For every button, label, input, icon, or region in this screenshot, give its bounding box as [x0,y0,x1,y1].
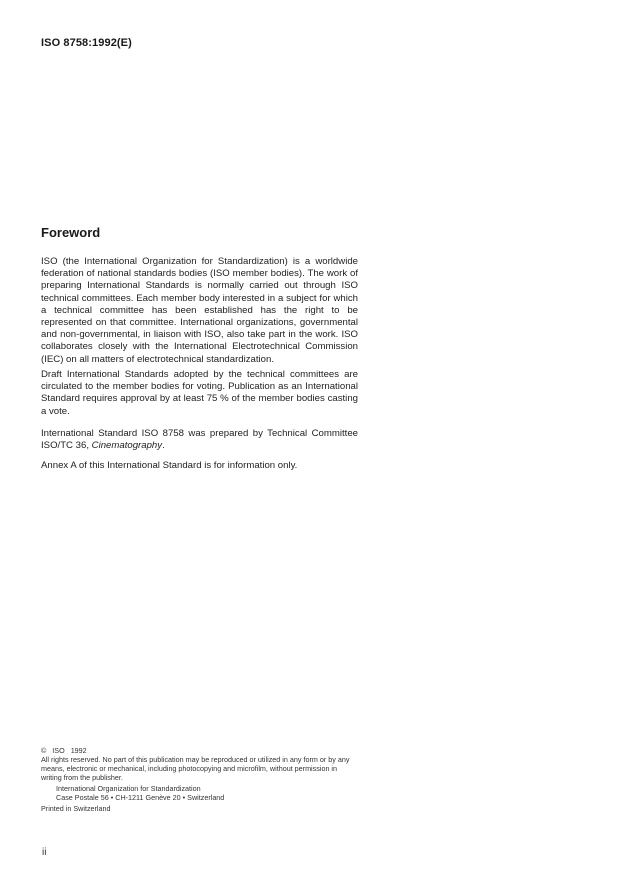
foreword-paragraph-1 [41,256,358,366]
paragraph-text: Draft International Standards adopted by the technical committees are circulated to the member bodies for voting. Publication as an International Standard requires approval by at least 75 % of the member bodies casting a vote. [41,369,358,417]
rights-statement: All rights reserved. No part of this publication may be reproduced or utilized in any form or by any means, electronic or mechanical, including photocopying and microfilm, without permission in writing from the publisher. [41,755,350,782]
foreword-paragraph-3 [41,428,358,452]
document-identifier: ISO 8758:1992(E) [41,37,132,49]
paragraph-suffix: . [162,440,165,452]
paragraph-text [41,428,358,452]
paragraph-prefix: International Standard ISO 8758 was prepared by Technical Committee ISO/TC 36, [41,428,358,452]
foreword-paragraph-2 [41,369,358,418]
copyright-line [41,746,358,755]
publisher-address [41,784,358,802]
section-title: Foreword [41,225,101,240]
copyright-icon: © [41,746,47,755]
printed-in: Printed in Switzerland [41,804,111,813]
committee-name: Cinematography [91,440,163,452]
copyright-year: 1992 [70,746,87,755]
address-line-1: International Organization for Standardization [56,784,201,793]
foreword-paragraph-4 [41,460,358,472]
copyright-footer [41,746,358,813]
copyright-org: ISO [52,746,65,755]
paragraph-text: Annex A of this International Standard is for information only. [41,460,298,471]
page-number: ii [42,847,47,858]
address-line-2: Case Postale 56 • CH-1211 Genève 20 • Switzerland [56,793,225,802]
paragraph-text: ISO (the International Organization for Standardization) is a worldwide federation of national standards bodies (ISO member bodies). The work of preparing International Standards is normally carried out through ISO technical committees. Each member body interested in a subject for which a technical committee has been established has the right to be represented on that committee. International organizations, governmental and non-governmental, in liaison with ISO, also take part in the work. ISO collaborates closely with the International Electrotechnical Commission (IEC) on all matters of electrotechnical standardization. [41,256,358,365]
